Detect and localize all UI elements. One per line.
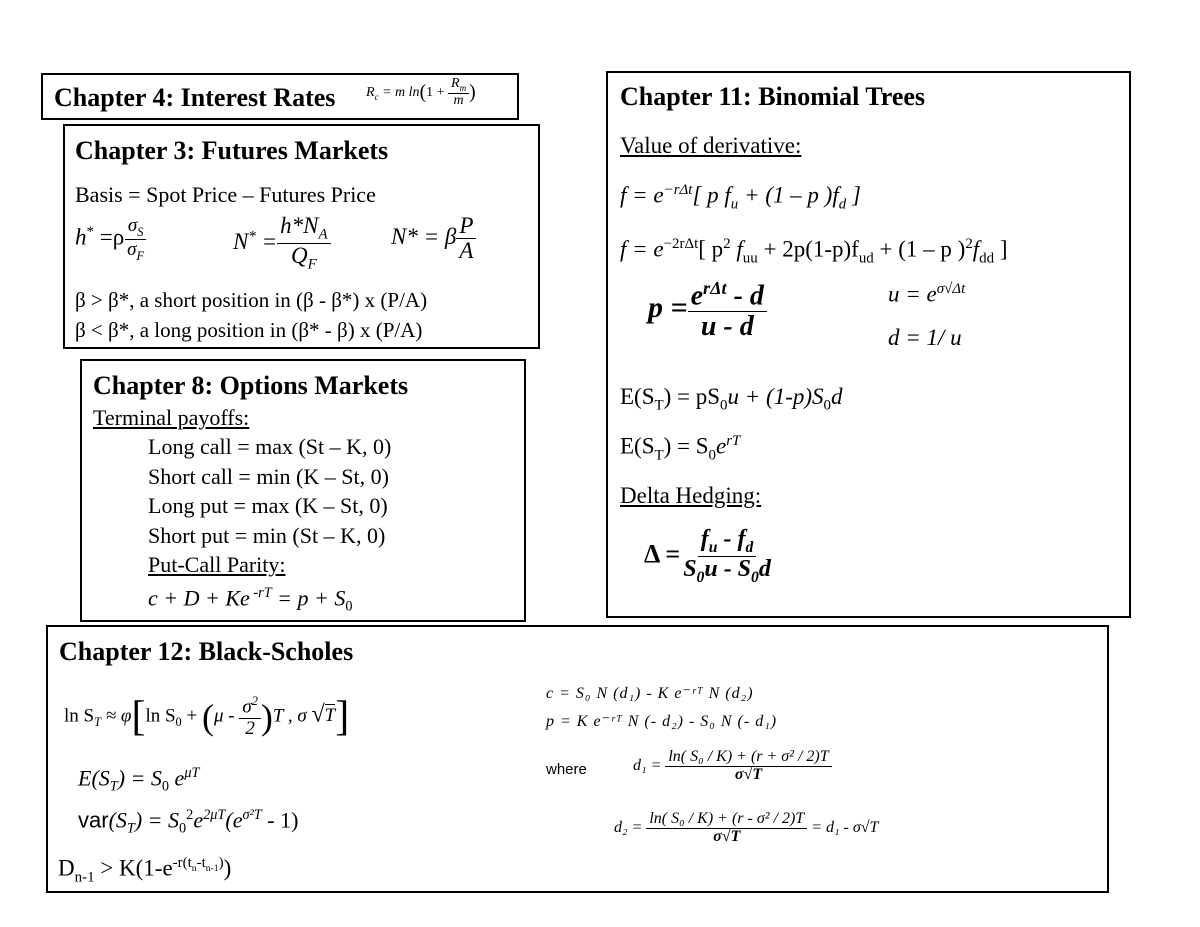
formula-part: A (459, 238, 474, 264)
formula-part: c + D + Ke (148, 585, 250, 611)
formula-part: σ (127, 215, 138, 236)
formula-part: h*N (280, 213, 319, 238)
long-position-rule: β < β*, a long position in (β* - β) x (P/A) (75, 318, 423, 342)
down-factor-formula: d = 1/ u (888, 325, 962, 350)
chapter-11-box (606, 71, 1131, 618)
expected-stock-price-formula (620, 384, 842, 415)
formula-part: d (745, 538, 754, 556)
formula-part: P (456, 214, 476, 239)
formula-part: T (654, 397, 664, 414)
long-put-payoff: Long put = max (K – St, 0) (148, 493, 388, 518)
formula-part: m (453, 93, 464, 109)
put-price-formula: p = K e⁻ʳᵀ N (- d₂) - S₀ N (- d₁) (546, 713, 778, 730)
formula-part: E(S (620, 384, 655, 409)
two-step-value-formula (620, 236, 1008, 267)
formula-part: −rΔt (663, 182, 693, 198)
formula-part: ) = S (117, 765, 162, 791)
formula-part: c (374, 92, 379, 103)
formula-part: d (758, 556, 771, 583)
formula-part: S (137, 224, 144, 239)
formula-part: F (307, 256, 317, 273)
risk-neutral-probability-formula (648, 279, 767, 341)
formula-part: Δ = (644, 539, 681, 569)
formula-part: rT (726, 433, 741, 449)
formula-part: ) (223, 855, 232, 881)
formula-part: d₂ = (614, 818, 643, 836)
formula-part: e (716, 433, 727, 459)
formula-part: 0 (161, 778, 170, 795)
chapter-8-title: Chapter 8: Options Markets (93, 371, 409, 400)
formula-part: e (690, 280, 704, 312)
delta-hedging-label: Delta Hedging: (620, 483, 762, 508)
hedge-ratio-formula: h* =ρ $\frac{\sigma_S}{\sigma_F}$ (75, 216, 147, 263)
formula-part: ) = pS (663, 384, 721, 409)
formula-part: = (255, 229, 278, 255)
formula-part: σ√Δt (936, 281, 966, 297)
formula-part: 1 + (426, 85, 448, 101)
formula-part: R (366, 85, 375, 101)
short-position-rule: β > β*, a short position in (β - β*) x (P/A) (75, 288, 428, 312)
formula-part: = m ln (378, 85, 420, 101)
formula-part: - 1) (261, 807, 299, 833)
formula-part: 2 (965, 236, 973, 252)
formula-part: E(S (620, 433, 655, 459)
formula-part: ] (846, 182, 861, 208)
chapter-4-box (41, 73, 519, 120)
formula-part: f (972, 236, 980, 262)
formula-part: + (1 – p ) (873, 236, 966, 262)
formula-part: + 2p(1-p)f (757, 236, 859, 262)
value-of-derivative-label: Value of derivative: (620, 133, 802, 158)
formula-part: F (136, 248, 145, 263)
formula-part: f = e (620, 236, 664, 262)
formula-part: dd (979, 250, 995, 267)
expected-stock-price-growth-formula (620, 433, 740, 464)
d1-formula (633, 749, 832, 784)
formula-part: ln( S₀ / K) + (r + σ² / 2)T (665, 749, 831, 767)
short-call-payoff: Short call = min (K – St, 0) (148, 464, 389, 489)
variance-formula (78, 807, 298, 838)
chapter-3-title: Chapter 3: Futures Markets (75, 136, 389, 165)
formula-part: N* = β (391, 223, 457, 249)
formula-part: p = (648, 290, 688, 324)
lognormal-formula: $\ln S_T \approx \varphi[\ln$ $S_0 + (\mu$ - $\frac{\sigma^2}{2}$ )T , σ √T] (64, 694, 350, 740)
call-price-formula: c = S₀ N (d₁) - K e⁻ʳᵀ N (d₂) (546, 685, 754, 702)
formula-part: D (58, 855, 75, 881)
formula-part: T , σ (272, 705, 312, 727)
terminal-payoffs-label: Terminal payoffs: (93, 405, 250, 430)
formula-part: 0 (708, 447, 717, 464)
formula-part: ≈ φ (100, 705, 132, 727)
formula-part: n (191, 862, 197, 874)
formula-part: μT (184, 765, 200, 781)
chapter-3-box (63, 124, 540, 349)
formula-part: var (78, 807, 109, 833)
formula-part: ln S (64, 705, 95, 727)
formula-part: m (459, 82, 467, 93)
formula-part: f (730, 236, 743, 262)
formula-part: 0 (179, 820, 187, 837)
up-factor-formula (888, 281, 965, 308)
formula-part: e (169, 765, 185, 791)
one-step-value-formula (620, 182, 861, 213)
where-label: where (546, 761, 587, 778)
formula-part: u = e (888, 281, 937, 307)
put-call-parity-formula (148, 585, 353, 616)
formula-part: [ p (698, 236, 724, 262)
formula-part: ) (218, 855, 224, 871)
put-call-parity-label: Put-Call Parity: (148, 552, 286, 577)
formula-part: =ρ (93, 224, 125, 250)
formula-part: 0 (696, 568, 705, 586)
formula-part: σ²T (242, 807, 262, 823)
delta-formula (644, 527, 774, 586)
formula-part: -r(t (172, 855, 192, 871)
formula-part: Q (290, 243, 308, 269)
formula-part: 2 (251, 694, 258, 709)
formula-part: uu (742, 250, 758, 267)
formula-part: e (193, 807, 204, 833)
formula-part: σ√T (713, 827, 741, 845)
formula-part: A (318, 226, 328, 243)
chapter-8-box (80, 359, 526, 622)
formula-part: 0 (175, 715, 182, 730)
formula-part: u (708, 538, 718, 556)
formula-part: T (94, 715, 101, 730)
chapter-12-title: Chapter 12: Black-Scholes (59, 637, 354, 666)
short-put-payoff: Short put = min (St – K, 0) (148, 523, 386, 548)
chapter-4-title: Chapter 4: Interest Rates (54, 83, 336, 112)
formula-part: u - S (704, 556, 752, 583)
formula-part: T (324, 705, 336, 727)
formula-part: T (109, 778, 118, 795)
formula-part: + (181, 705, 202, 727)
formula-part: 2 (186, 807, 194, 823)
formula-part: (e (225, 807, 243, 833)
formula-part: ud (858, 250, 874, 267)
formula-part: 2μT (203, 807, 226, 823)
formula-part: ) = S (134, 807, 180, 833)
chapter-11-title: Chapter 11: Binomial Trees (620, 82, 926, 111)
formula-part: d₁ = (633, 756, 662, 774)
formula-part: - f (717, 526, 746, 552)
formula-part: (S (108, 807, 127, 833)
formula-part: n-1 (205, 862, 219, 874)
formula-part: -t (196, 855, 206, 871)
formula-part: R (451, 76, 460, 91)
formula-part: f (700, 526, 709, 552)
formula-part: N (233, 229, 249, 255)
formula-part: √ (311, 701, 325, 728)
formula-part: ] (994, 236, 1008, 262)
formula-part: + (1 – p )f (738, 182, 839, 208)
formula-part: -rT (249, 585, 272, 601)
formula-part: - d (726, 280, 764, 312)
formula-part: ln S (145, 705, 176, 727)
formula-part: S (683, 556, 697, 583)
formula-part: E(S (78, 765, 110, 791)
formula-part: f = e (620, 182, 664, 208)
formula-part: T (126, 820, 135, 837)
expected-value-formula (78, 765, 199, 796)
chapter-12-box (46, 625, 1109, 893)
early-exercise-condition (58, 855, 231, 886)
continuous-rate-formula: $R_c = m$ ln(1 + $\frac{R_m}{m}$ ) (366, 76, 476, 109)
formula-part: d (838, 196, 847, 213)
formula-part: 2 (245, 717, 255, 739)
formula-part: u - d (700, 310, 754, 342)
formula-part: 0 (720, 397, 728, 414)
formula-part: μ - (213, 705, 240, 727)
portfolio-contracts-formula (391, 214, 476, 263)
long-call-payoff: Long call = max (St – K, 0) (148, 434, 392, 459)
formula-part: d (830, 384, 843, 409)
formula-part: 0 (345, 598, 353, 615)
formula-part: σ (242, 696, 252, 718)
formula-part: = p + S (271, 585, 346, 611)
formula-part: h (75, 224, 87, 250)
optimal-contracts-formula: N* = $\frac{h*N_A}{Q_F}$ (233, 214, 331, 274)
formula-part: σ (127, 238, 137, 260)
formula-part: T (654, 447, 664, 464)
formula-part: ) = S (663, 433, 709, 459)
formula-part: ln( S₀ / K) + (r - σ² / 2)T (646, 811, 807, 829)
d2-formula (614, 811, 878, 846)
formula-part: rΔt (703, 278, 727, 298)
formula-part: > K(1-e (94, 855, 173, 881)
formula-part: 0 (751, 568, 759, 586)
formula-part: 2 (723, 236, 731, 252)
formula-part: u + (1-p)S (727, 384, 824, 409)
formula-part: 0 (823, 397, 831, 414)
formula-part: n-1 (74, 869, 95, 886)
basis-definition: Basis = Spot Price – Futures Price (75, 182, 376, 207)
formula-part: σ√T (734, 765, 763, 783)
formula-part: u (730, 196, 739, 213)
formula-part: [ p f (692, 182, 731, 208)
formula-part: −2rΔt (663, 236, 699, 252)
formula-part: = d₁ - σ√T (811, 818, 879, 836)
